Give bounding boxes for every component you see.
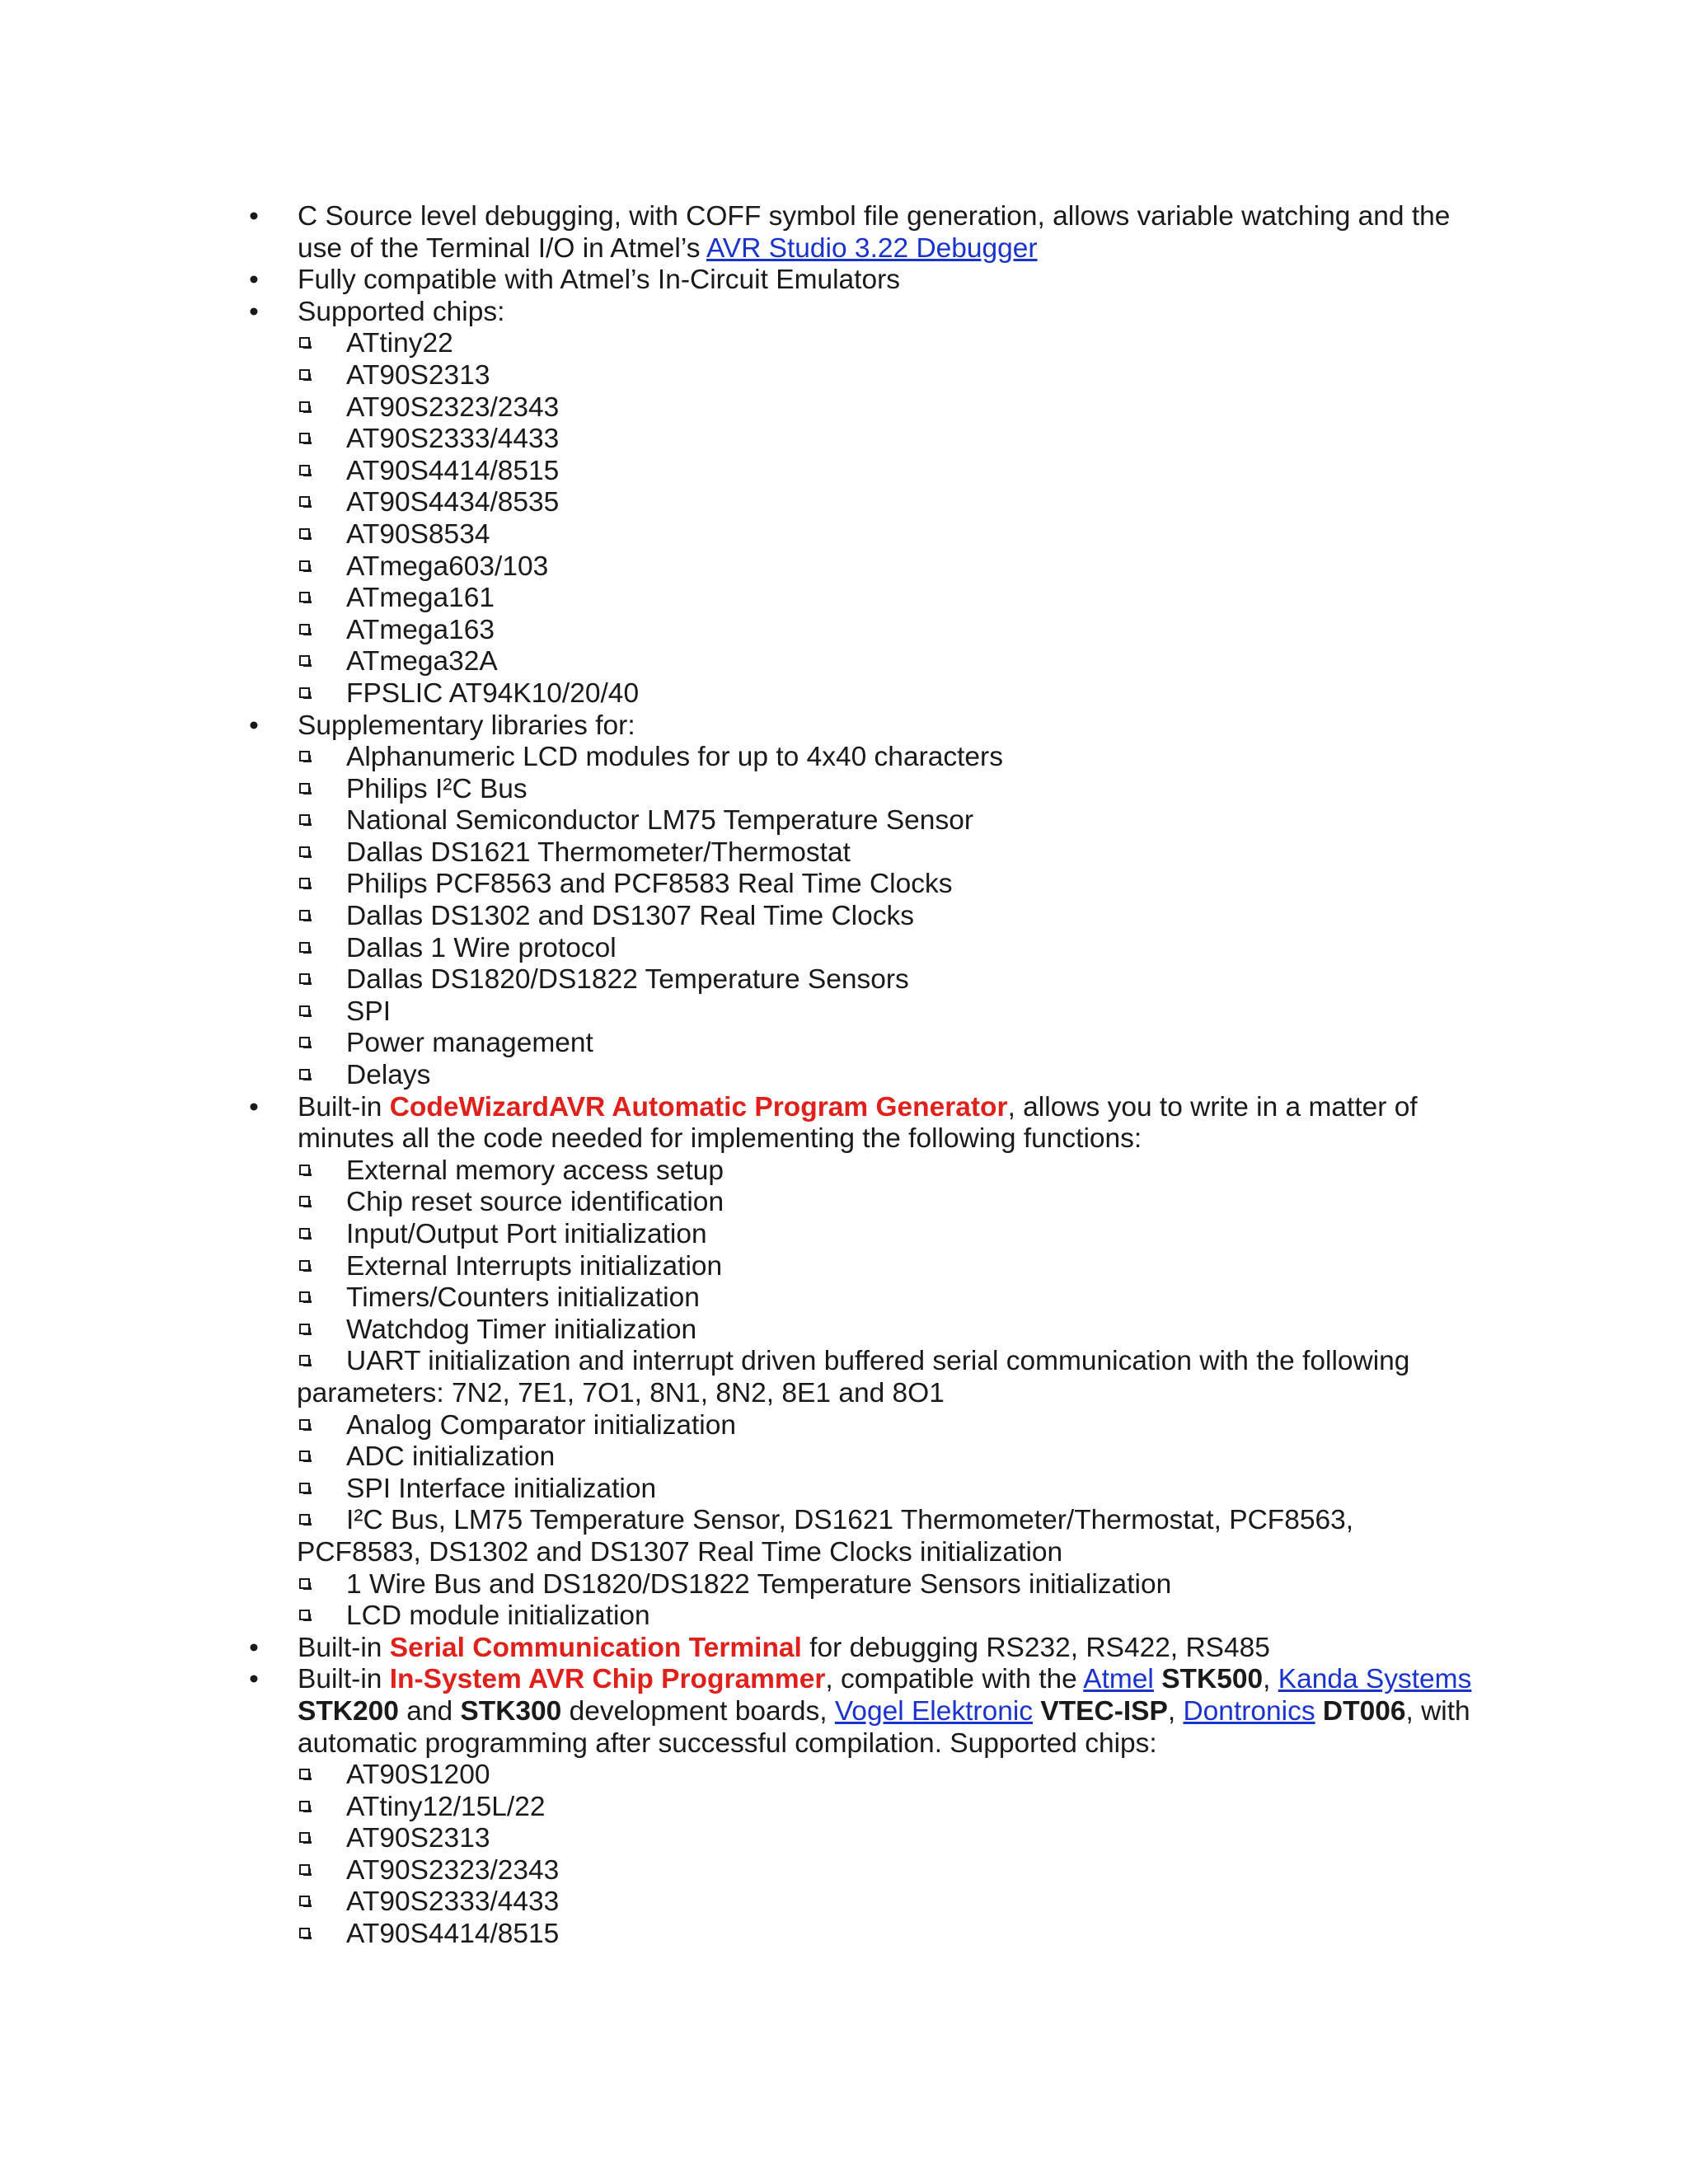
- checkbox-bullet-icon: [299, 1291, 310, 1302]
- checkbox-bullet-icon: [299, 1514, 310, 1525]
- chip-programmer-highlight: In-System AVR Chip Programmer: [389, 1664, 826, 1695]
- checkbox-bullet-icon: [299, 1324, 310, 1334]
- feature-text: Supported chips:: [298, 296, 505, 327]
- checkbox-bullet-icon: [299, 465, 310, 476]
- dontronics-link[interactable]: Dontronics: [1183, 1695, 1315, 1727]
- stk500-label: STK500: [1161, 1664, 1264, 1695]
- bullet-icon: •: [249, 296, 259, 327]
- checkbox-bullet-icon: [299, 560, 310, 571]
- checkbox-bullet-icon: [299, 1228, 310, 1239]
- feature-text: Fully compatible with Atmel’s In-Circuit Emulators: [298, 265, 901, 296]
- feature-chip-programmer: • Built-in In-System AVR Chip Programmer, compatible with the Atmel STK500, Kanda Systems STK200 and STK300 development boards, Vogel Elektronic VTEC-ISP, Dontronics DT006, with automatic programming after successful compilation. Supported chips:: [247, 1664, 1484, 1760]
- bullet-icon: •: [249, 1664, 259, 1695]
- list-item: Dallas DS1621 Thermometer/Thermostat: [247, 837, 1484, 869]
- list-item: FPSLIC AT94K10/20/40: [247, 678, 1484, 710]
- checkbox-bullet-icon: [299, 783, 310, 794]
- checkbox-bullet-icon: [299, 624, 310, 635]
- list-item: ATmega32A: [247, 646, 1484, 678]
- vogel-elektronic-link[interactable]: Vogel Elektronic: [834, 1695, 1034, 1727]
- feature-text: Supplementary libraries for:: [298, 710, 635, 741]
- list-item: 1 Wire Bus and DS1820/DS1822 Temperature Sensors initialization: [247, 1569, 1484, 1601]
- checkbox-bullet-icon: [299, 1165, 310, 1175]
- bullet-icon: •: [249, 265, 259, 296]
- list-item: Dallas 1 Wire protocol: [247, 933, 1484, 965]
- list-item: AT90S2333/4433: [247, 1886, 1484, 1919]
- list-item: AT90S8534: [247, 519, 1484, 551]
- list-item: ATmega161: [247, 583, 1484, 615]
- list-item: Watchdog Timer initialization: [247, 1315, 1484, 1347]
- list-item: AT90S1200: [247, 1760, 1484, 1792]
- programmer-chips-list: [247, 1760, 1484, 1951]
- stk300-label: STK300: [460, 1695, 562, 1727]
- checkbox-bullet-icon: [299, 878, 310, 888]
- libraries-list: [247, 742, 1484, 1092]
- checkbox-bullet-icon: [299, 1419, 310, 1430]
- checkbox-bullet-icon: [299, 1896, 310, 1906]
- checkbox-bullet-icon: [299, 1578, 310, 1589]
- checkbox-bullet-icon: [299, 1260, 310, 1271]
- checkbox-bullet-icon: [299, 496, 310, 507]
- list-item: Dallas DS1302 and DS1307 Real Time Clocks: [247, 901, 1484, 933]
- list-item: ATmega603/103: [247, 551, 1484, 583]
- list-item: Philips PCF8563 and PCF8583 Real Time Clocks: [247, 869, 1484, 901]
- list-item: Dallas DS1820/DS1822 Temperature Sensors: [247, 964, 1484, 996]
- checkbox-bullet-icon: [299, 814, 310, 825]
- checkbox-bullet-icon: [299, 1451, 310, 1461]
- checkbox-bullet-icon: [299, 528, 310, 539]
- checkbox-bullet-icon: [299, 1355, 310, 1366]
- checkbox-bullet-icon: [299, 910, 310, 921]
- checkbox-bullet-icon: [299, 1928, 310, 1938]
- checkbox-bullet-icon: [299, 1005, 310, 1016]
- list-item: SPI Interface initialization: [247, 1474, 1484, 1506]
- list-item: Power management: [247, 1028, 1484, 1060]
- checkbox-bullet-icon: [299, 973, 310, 984]
- feature-supported-chips: [247, 297, 1484, 329]
- feature-list: [247, 201, 1484, 1951]
- checkbox-bullet-icon: [299, 1196, 310, 1207]
- list-item: AT90S2313: [247, 1823, 1484, 1855]
- list-item: Chip reset source identification: [247, 1187, 1484, 1219]
- codewizard-highlight: CodeWizardAVR Automatic Program Generator: [389, 1091, 1008, 1122]
- checkbox-bullet-icon: [299, 1832, 310, 1843]
- list-item: National Semiconductor LM75 Temperature Sensor: [247, 805, 1484, 837]
- list-item: Delays: [247, 1060, 1484, 1092]
- kanda-systems-link[interactable]: Kanda Systems: [1278, 1664, 1472, 1695]
- checkbox-bullet-icon: [299, 846, 310, 857]
- list-item: I²C Bus, LM75 Temperature Sensor, DS1621 Thermometer/Thermostat, PCF8563, PCF8583, DS1302 and DS1307 Real Time Clocks initialization: [297, 1505, 1354, 1568]
- list-item: Input/Output Port initialization: [247, 1219, 1484, 1251]
- checkbox-bullet-icon: [299, 655, 310, 666]
- list-item: Philips I²C Bus: [247, 774, 1484, 806]
- list-item: AT90S2333/4433: [247, 424, 1484, 456]
- list-item: ATtiny12/15L/22: [247, 1792, 1484, 1824]
- list-item: AT90S2323/2343: [247, 1855, 1484, 1887]
- list-item: SPI: [247, 996, 1484, 1029]
- list-item: AT90S2313: [247, 360, 1484, 392]
- list-item: AT90S4434/8535: [247, 487, 1484, 519]
- checkbox-bullet-icon: [299, 1037, 310, 1047]
- stk200-label: STK200: [298, 1695, 399, 1727]
- atmel-link[interactable]: Atmel: [1083, 1664, 1154, 1695]
- list-item: ADC initialization: [247, 1441, 1484, 1474]
- list-item: LCD module initialization: [247, 1601, 1484, 1633]
- checkbox-bullet-icon: [299, 369, 310, 380]
- serial-terminal-highlight: Serial Communication Terminal: [389, 1632, 802, 1663]
- list-item: Timers/Counters initialization: [247, 1282, 1484, 1315]
- list-item: ATtiny22: [247, 328, 1484, 360]
- bullet-icon: •: [249, 1091, 259, 1122]
- checkbox-bullet-icon: [299, 1864, 310, 1875]
- list-item: External Interrupts initialization: [247, 1251, 1484, 1283]
- list-item: ATmega163: [247, 615, 1484, 647]
- checkbox-bullet-icon: [299, 433, 310, 443]
- bullet-icon: •: [249, 1632, 259, 1663]
- list-item: UART initialization and interrupt driven buffered serial communication with the following parameters: 7N2, 7E1, 7O1, 8N1, 8N2, 8E1 and 8O1: [297, 1346, 1410, 1408]
- checkbox-bullet-icon: [299, 1769, 310, 1779]
- checkbox-bullet-icon: [299, 1483, 310, 1493]
- checkbox-bullet-icon: [299, 592, 310, 602]
- feature-text: C Source level debugging, with COFF symbol file generation, allows variable watching and the use of the Terminal I/O in Atmel’s: [298, 201, 1451, 264]
- feature-emulators: [247, 265, 1484, 297]
- avr-studio-link[interactable]: AVR Studio 3.22 Debugger: [706, 232, 1038, 264]
- feature-debugging: [247, 201, 1484, 265]
- feature-serial-terminal: • Built-in Serial Communication Terminal for debugging RS232, RS422, RS485: [247, 1633, 1484, 1665]
- checkbox-bullet-icon: [299, 687, 310, 698]
- list-item: AT90S2323/2343: [247, 392, 1484, 424]
- list-item: Alphanumeric LCD modules for up to 4x40 characters: [247, 742, 1484, 774]
- checkbox-bullet-icon: [299, 1069, 310, 1080]
- checkbox-bullet-icon: [299, 1801, 310, 1811]
- dt006-label: DT006: [1322, 1695, 1406, 1727]
- feature-supplementary-libraries: [247, 710, 1484, 743]
- checkbox-bullet-icon: [299, 337, 310, 348]
- checkbox-bullet-icon: [299, 942, 310, 953]
- checkbox-bullet-icon: [299, 1610, 310, 1620]
- list-item: External memory access setup: [247, 1155, 1484, 1188]
- bullet-icon: •: [249, 201, 259, 232]
- vtec-isp-label: VTEC-ISP: [1040, 1695, 1168, 1727]
- codewizard-functions-list: [247, 1155, 1484, 1633]
- list-item: AT90S4414/8515: [247, 1919, 1484, 1951]
- supported-chips-list: [247, 328, 1484, 710]
- list-item: AT90S4414/8515: [247, 456, 1484, 488]
- checkbox-bullet-icon: [299, 751, 310, 762]
- bullet-icon: •: [249, 710, 259, 741]
- list-item: Analog Comparator initialization: [247, 1410, 1484, 1442]
- feature-codewizard: • Built-in CodeWizardAVR Automatic Program Generator, allows you to write in a matter of minutes all the code needed for implementing the following functions:: [247, 1092, 1484, 1155]
- checkbox-bullet-icon: [299, 401, 310, 412]
